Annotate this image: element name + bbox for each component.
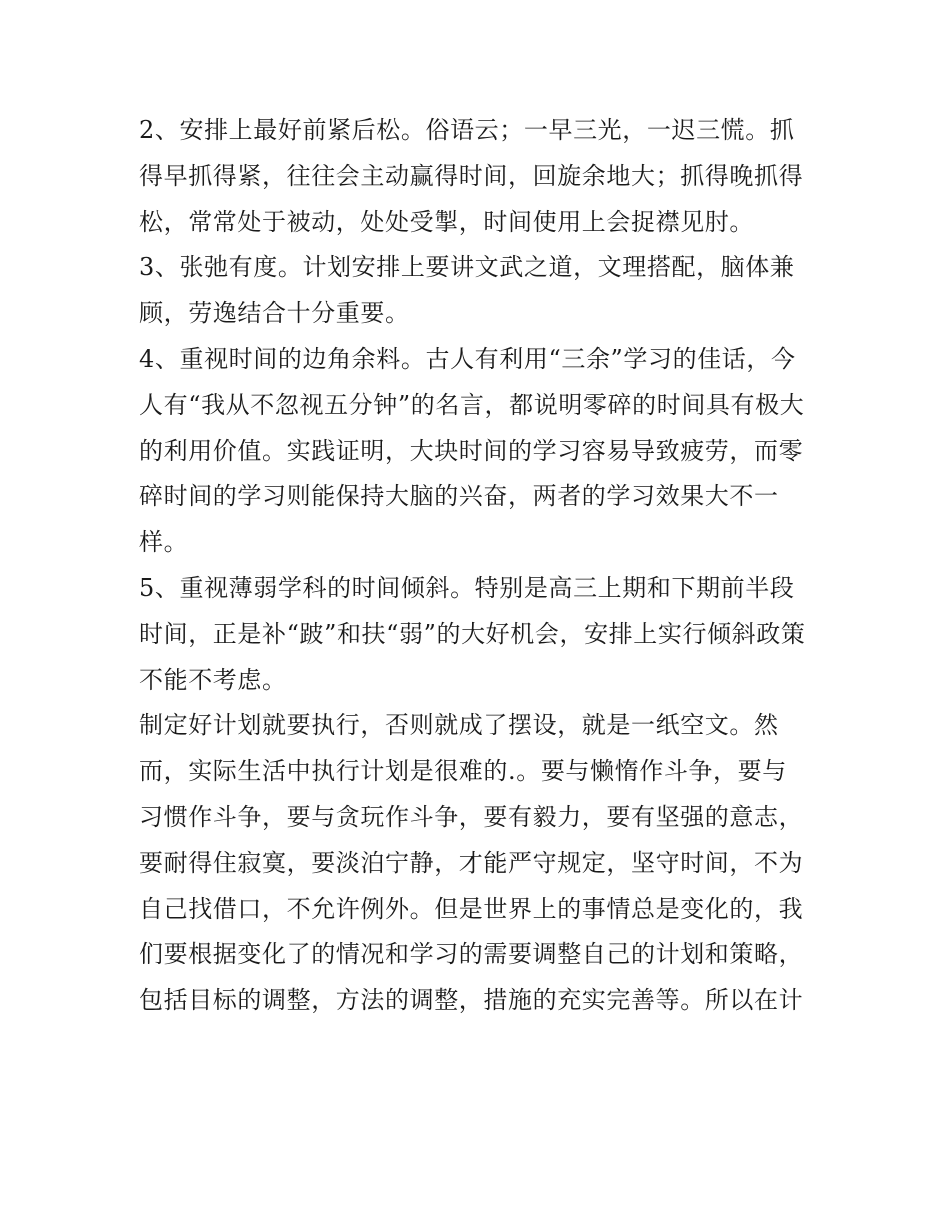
text-line: 松，常常处于被动，处处受掣，时间使用上会捉襟见肘。 (139, 207, 754, 236)
text-line: 不能不考虑。 (139, 665, 287, 694)
text-line: 的利用价值。实践证明，大块时间的学习容易导致疲劳，而零 (139, 436, 804, 465)
text-line: 时间，正是补“跛”和扶“弱”的大好机会，安排上实行倾斜政策 (139, 619, 806, 648)
text-line: 要耐得住寂寞，要淡泊宁静，才能严守规定，坚守时间，不为 (139, 848, 804, 877)
text-line: 人有“我从不忽视五分钟”的名言，都说明零碎的时间具有极大 (139, 390, 805, 419)
text-line: 包括目标的调整，方法的调整，措施的充实完善等。所以在计 (139, 986, 804, 1015)
text-line: 5、重视薄弱学科的时间倾斜。特别是高三上期和下期前半段 (139, 573, 795, 602)
text-line: 得早抓得紧，往往会主动赢得时间，回旋余地大；抓得晚抓得 (139, 161, 804, 190)
text-line: 们要根据变化了的情况和学习的需要调整自己的计划和策略， (139, 940, 804, 969)
text-line: 2、安排上最好前紧后松。俗语云；一早三光，一迟三慌。抓 (139, 116, 795, 144)
text-line: 习惯作斗争，要与贪玩作斗争，要有毅力，要有坚强的意志， (139, 802, 804, 831)
text-line: 4、重视时间的边角余料。古人有利用“三余”学习的佳话，今 (139, 344, 796, 373)
text-line: 样。 (139, 528, 189, 557)
text-line: 3、张弛有度。计划安排上要讲文武之道，文理搭配，脑体兼 (139, 253, 795, 282)
text-line: 顾，劳逸结合十分重要。 (139, 299, 410, 328)
text-line: 而，实际生活中执行计划是很难的.。要与懒惰作斗争，要与 (139, 757, 787, 786)
text-line: 制定好计划就要执行，否则就成了摆设，就是一纸空文。然 (139, 711, 779, 740)
text-line: 自己找借口，不允许例外。但是世界上的事情总是变化的，我 (139, 894, 804, 923)
document-body (139, 108, 819, 1024)
text-line: 碎时间的学习则能保持大脑的兴奋，两者的学习效果大不一 (139, 482, 779, 511)
